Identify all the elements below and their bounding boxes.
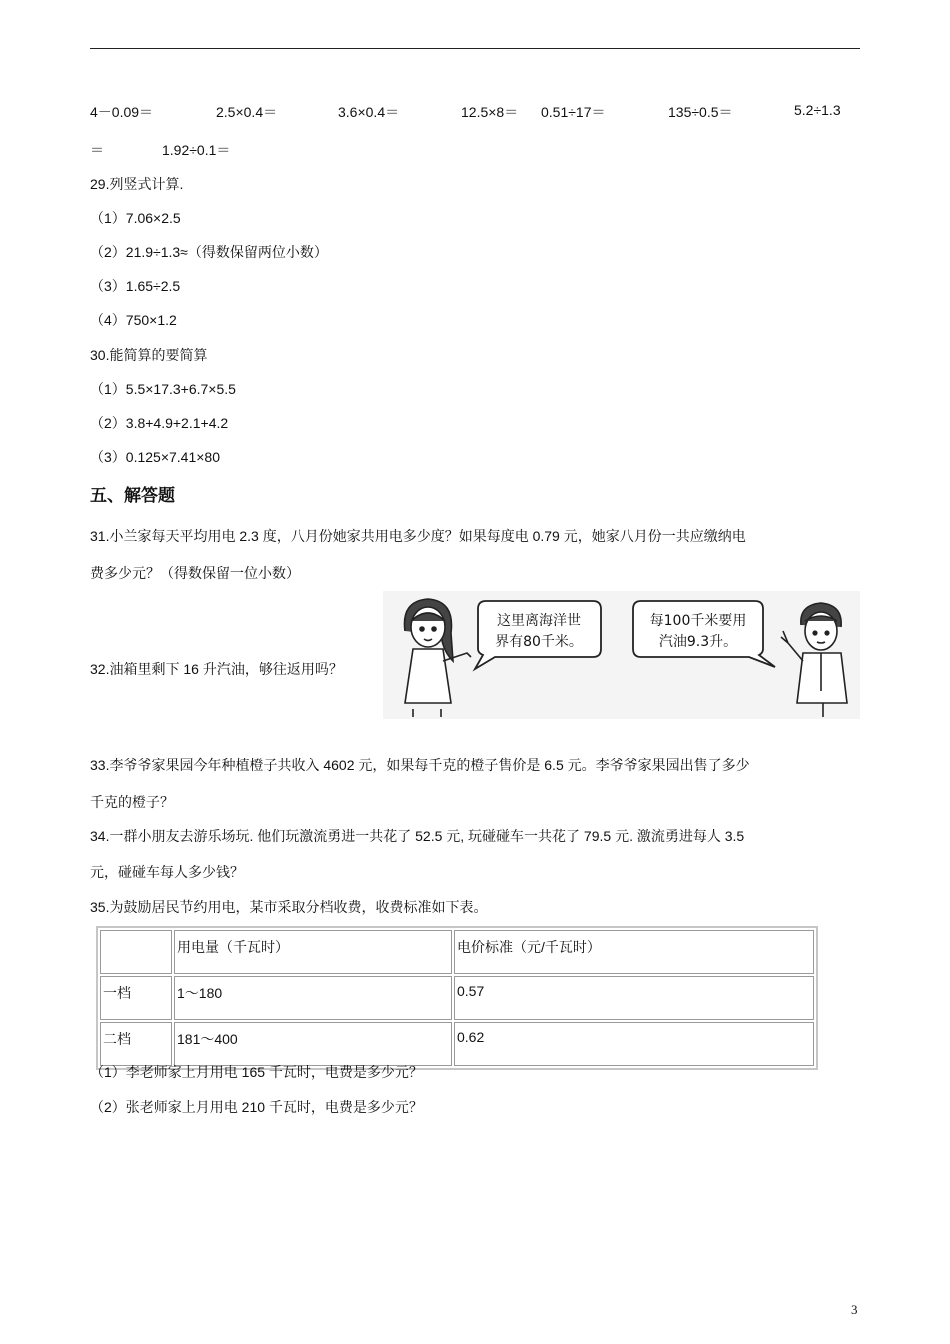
calc-item: 12.5×8＝ bbox=[461, 104, 519, 120]
calc-item: 1.92÷0.1＝ bbox=[162, 142, 231, 158]
table-row bbox=[100, 976, 814, 1020]
question-34-line: 34.一群小朋友去游乐场玩. 他们玩激流勇进一共花了 52.5 元, 玩碰碰车一共花了 79.5 元. 激流勇进每人 3.5 bbox=[90, 828, 745, 844]
question-33-line: 33.李爷爷家果园今年种植橙子共收入 4602 元，如果每千克的橙子售价是 6.5 元。李爷爷家果园出售了多少 bbox=[90, 757, 750, 773]
question-32-text: 32.油箱里剩下 16 升汽油，够往返用吗？ bbox=[90, 661, 343, 677]
question-31-line: 费多少元？（得数保留一位小数） bbox=[90, 565, 300, 581]
question-35-title: 35.为鼓励居民节约用电，某市采取分档收费，收费标准如下表。 bbox=[90, 899, 488, 915]
calc-item: 0.51÷17＝ bbox=[541, 104, 606, 120]
question-35-sub: （2）张老师家上月用电 210 千瓦时，电费是多少元？ bbox=[90, 1099, 423, 1115]
q32-illustration bbox=[383, 591, 860, 719]
table-cell: 1～180 bbox=[174, 976, 452, 1020]
question-31-line: 31.小兰家每天平均用电 2.3 度，八月份她家共用电多少度？如果每度电 0.79 元，她家八月份一共应缴纳电 bbox=[90, 528, 746, 544]
question-30-item: （1）5.5×17.3+6.7×5.5 bbox=[90, 381, 236, 397]
bubble-left-line: 这里离海洋世 bbox=[497, 613, 581, 629]
bubble-right-line: 每100千米要用 bbox=[649, 613, 747, 629]
table-header-row bbox=[100, 930, 814, 974]
table-cell: 0.62 bbox=[454, 1022, 814, 1066]
question-30-title: 30.能简算的要简算 bbox=[90, 347, 208, 363]
bubble-left-line: 界有80千米。 bbox=[495, 634, 583, 650]
question-29-item: （1）7.06×2.5 bbox=[90, 210, 181, 226]
calc-item: 135÷0.5＝ bbox=[668, 104, 733, 120]
question-34-line: 元，碰碰车每人多少钱？ bbox=[90, 864, 244, 880]
table-header-cell: 电价标准（元/千瓦时） bbox=[454, 930, 814, 974]
table-cell: 0.57 bbox=[454, 976, 814, 1020]
table-cell: 二档 bbox=[100, 1022, 172, 1066]
fee-table bbox=[96, 926, 818, 1070]
question-33-line: 千克的橙子？ bbox=[90, 794, 174, 810]
bubble-right-line: 汽油9.3升。 bbox=[658, 634, 738, 650]
table-header-cell bbox=[100, 930, 172, 974]
calc-item: 4－0.09＝ bbox=[90, 104, 154, 120]
calc-item: ＝ bbox=[90, 142, 104, 158]
question-30-item: （3）0.125×7.41×80 bbox=[90, 449, 220, 465]
calc-item: 3.6×0.4＝ bbox=[338, 104, 400, 120]
page-number: 3 bbox=[851, 1302, 858, 1317]
question-29-item: （3）1.65÷2.5 bbox=[90, 278, 181, 294]
table-row bbox=[100, 1022, 814, 1066]
section-heading: 五、解答题 bbox=[90, 486, 175, 505]
calc-item: 5.2÷1.3 bbox=[794, 102, 841, 118]
question-35-sub: （1）李老师家上月用电 165 千瓦时，电费是多少元？ bbox=[90, 1064, 423, 1080]
question-29-title: 29.列竖式计算. bbox=[90, 176, 184, 192]
table-header-cell: 用电量（千瓦时） bbox=[174, 930, 452, 974]
header-rule bbox=[90, 48, 860, 49]
question-29-item: （4）750×1.2 bbox=[90, 312, 177, 328]
calc-item: 2.5×0.4＝ bbox=[216, 104, 278, 120]
question-30-item: （2）3.8+4.9+2.1+4.2 bbox=[90, 415, 229, 431]
table-cell: 181～400 bbox=[174, 1022, 452, 1066]
question-29-item: （2）21.9÷1.3≈（得数保留两位小数） bbox=[90, 244, 328, 260]
table-cell: 一档 bbox=[100, 976, 172, 1020]
